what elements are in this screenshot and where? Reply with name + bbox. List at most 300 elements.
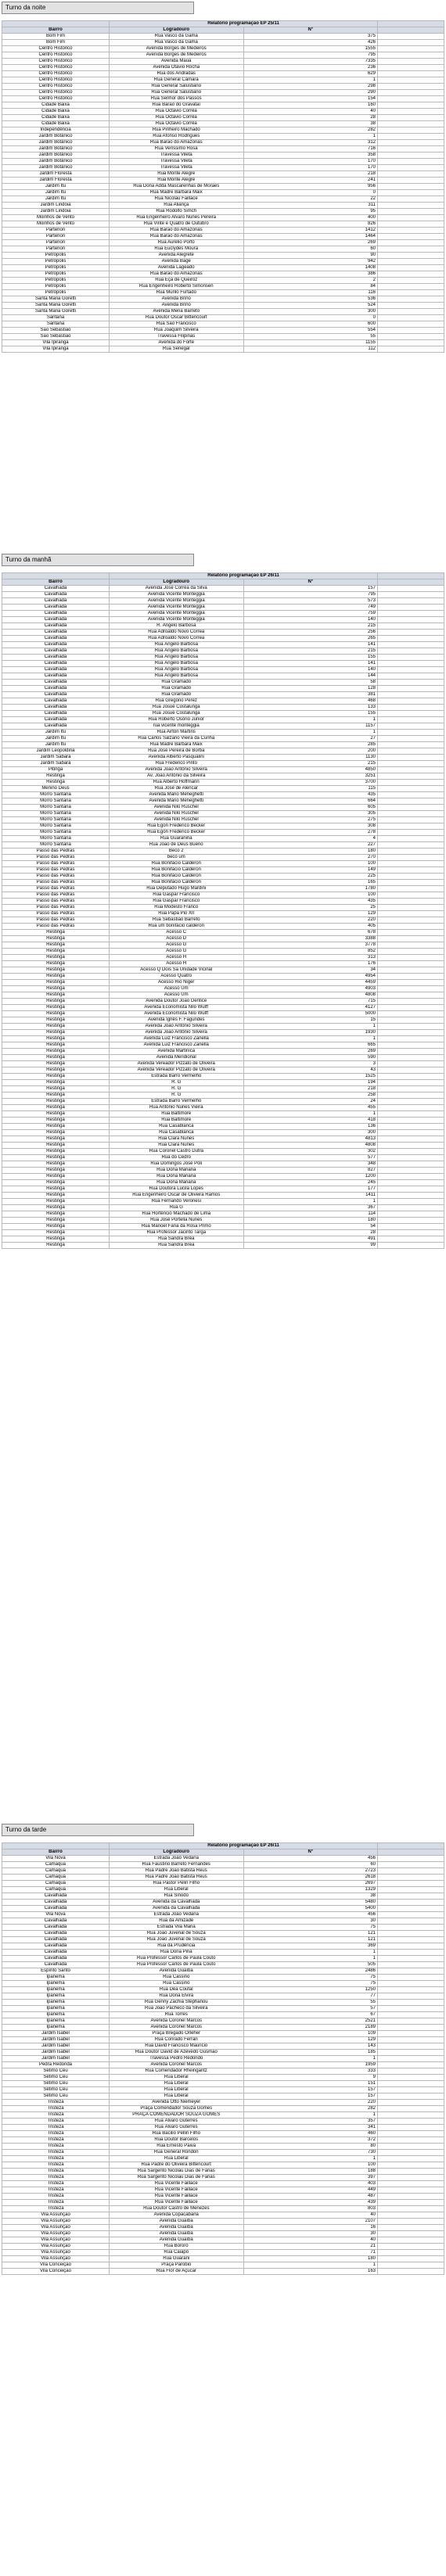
cell-empty (378, 1130, 444, 1136)
cell-bairro: Cavalhada (2, 1900, 110, 1906)
cell-logradouro: Rua Aliança (110, 203, 244, 209)
table-row (2, 2194, 444, 2200)
cell-empty (378, 611, 444, 617)
cell-numero: 34 (243, 967, 378, 974)
cell-logradouro: Rua dos Andradas (110, 71, 244, 77)
cell-logradouro: Rua Domingos José Poli (110, 1161, 244, 1168)
cell-numero: 58 (243, 680, 378, 686)
cell-bairro: Restinga (2, 1118, 110, 1124)
cell-numero: 136 (243, 1124, 378, 1130)
cell-numero: 290 (243, 90, 378, 96)
table-row (2, 874, 444, 880)
cell-empty (378, 309, 444, 315)
cell-numero: 1959 (243, 2062, 378, 2068)
section-turno-manha (2, 554, 444, 1249)
cell-numero: 3251 (243, 773, 378, 780)
cell-logradouro: Rua João Juvenal de Souza (110, 1931, 244, 1937)
table-row (2, 2250, 444, 2256)
cell-logradouro: Avenida da Cavalhada (110, 1906, 244, 1912)
cell-numero: 5480 (243, 1900, 378, 1906)
cell-empty (378, 1900, 444, 1906)
cell-numero: 0 (243, 190, 378, 196)
cell-numero: 40 (243, 109, 378, 115)
cell-empty (378, 767, 444, 773)
cell-bairro: Jardim Lindóia (2, 209, 110, 215)
cell-empty (378, 942, 444, 949)
cell-bairro: Petrópolis (2, 284, 110, 290)
cell-bairro: Morro Santana (2, 836, 110, 842)
cell-empty (378, 2156, 444, 2162)
cell-numero: 1464 (243, 234, 378, 240)
cell-logradouro: Avenida Coronel Marcos (110, 2018, 244, 2025)
cell-empty (378, 2119, 444, 2125)
cell-bairro: Petrópolis (2, 265, 110, 271)
table-row (2, 949, 444, 955)
cell-logradouro: Avenida Coronel Marcos (110, 2062, 244, 2068)
cell-bairro: Cavalhada (2, 1962, 110, 1968)
cell-bairro: Cavalhada (2, 648, 110, 655)
cell-bairro: Petrópolis (2, 259, 110, 265)
cell-numero: 16 (243, 2225, 378, 2231)
table-row (2, 1136, 444, 1143)
cell-numero: 460 (243, 2131, 378, 2137)
table-row (2, 1900, 444, 1906)
cell-logradouro: Rua Cassino (110, 1975, 244, 1981)
cell-numero: 590 (243, 1055, 378, 1061)
cell-empty (378, 842, 444, 849)
cell-logradouro: Rua Josué Costalunga (110, 705, 244, 711)
table-row (2, 2125, 444, 2131)
table-row (2, 296, 444, 303)
cell-logradouro: Avenida João Antônio Silveira (110, 767, 244, 773)
cell-numero: 536 (243, 296, 378, 303)
table-row (2, 184, 444, 190)
cell-empty (378, 46, 444, 52)
cell-empty (378, 2225, 444, 2231)
cell-logradouro: Rua Barão do Amazonas (110, 228, 244, 234)
cell-logradouro: Rua José Pereira de Borba (110, 748, 244, 755)
table-row (2, 1968, 444, 1975)
header-numero: Nº (243, 579, 378, 586)
cell-numero: 140 (243, 667, 378, 673)
cell-bairro: Restinga (2, 942, 110, 949)
cell-empty (378, 761, 444, 767)
cell-bairro: Passo das Pedras (2, 924, 110, 930)
cell-bairro: Menino Deus (2, 786, 110, 792)
cell-numero: 400 (243, 215, 378, 221)
cell-bairro: Espírito Santo (2, 1968, 110, 1975)
table-row (2, 2256, 444, 2262)
table-row (2, 2062, 444, 2068)
table-row (2, 1943, 444, 1950)
cell-bairro: Centro Histórico (2, 90, 110, 96)
cell-empty (378, 178, 444, 184)
cell-numero: 4903 (243, 986, 378, 992)
cell-bairro: Restinga (2, 1017, 110, 1024)
cell-numero: 220 (243, 2100, 378, 2106)
cell-bairro: Passo das Pedras (2, 905, 110, 911)
table-row (2, 2131, 444, 2137)
cell-bairro: Camaquã (2, 1868, 110, 1875)
report-title: Relatório programação EP 25/11 (110, 21, 378, 27)
cell-logradouro: Rua Alberto Hoffmann (110, 780, 244, 786)
cell-logradouro: Estrada Vila Maria (110, 1925, 244, 1931)
cell-logradouro: Acesso Rio Niger (110, 980, 244, 986)
table-row (2, 134, 444, 140)
cell-empty (378, 2237, 444, 2244)
cell-bairro: Ipanema (2, 2025, 110, 2031)
cell-logradouro: Rua Modesto Franco (110, 905, 244, 911)
table-row (2, 899, 444, 905)
cell-numero: 185 (243, 2050, 378, 2056)
cell-empty (378, 1962, 444, 1968)
cell-logradouro: Rua da Amizade (110, 1918, 244, 1925)
table-row (2, 340, 444, 346)
cell-bairro: Sétimo Céu (2, 2081, 110, 2087)
cell-numero: 2 (243, 278, 378, 284)
cell-empty (378, 2231, 444, 2237)
cell-empty (378, 730, 444, 736)
cell-bairro: Restinga (2, 1024, 110, 1030)
cell-logradouro: Avenida Guaíba (110, 2231, 244, 2237)
cell-bairro: Centro Histórico (2, 71, 110, 77)
cell-logradouro: Rua G (110, 1205, 244, 1211)
cell-bairro: Sétimo Céu (2, 2068, 110, 2075)
table-row (2, 1981, 444, 1987)
cell-bairro: Morro Santana (2, 817, 110, 823)
cell-numero: 1780 (243, 886, 378, 892)
table-row (2, 321, 444, 328)
table-row (2, 215, 444, 221)
cell-bairro: Tristeza (2, 2206, 110, 2212)
table-row (2, 798, 444, 805)
cell-logradouro: Rua Álvaro Guterres (110, 2119, 244, 2125)
cell-logradouro: Avenida Alberto Pasqualini (110, 755, 244, 761)
cell-logradouro: Rua Bacilio Pellin Filho (110, 2131, 244, 2137)
cell-empty (378, 1243, 444, 1249)
table-row (2, 2231, 444, 2237)
cell-logradouro: R. G (110, 1080, 244, 1086)
cell-logradouro: Rua do Cedro (110, 1155, 244, 1161)
table-row (2, 2181, 444, 2187)
cell-bairro: Restinga (2, 974, 110, 980)
cell-numero: 439 (243, 2200, 378, 2206)
cell-logradouro: Avenida Vicente Monteggia (110, 611, 244, 617)
cell-empty (378, 1987, 444, 1993)
cell-numero: 129 (243, 2037, 378, 2043)
cell-logradouro: Rua General Salustiano (110, 90, 244, 96)
cell-numero: 55 (243, 334, 378, 340)
cell-logradouro: Rua Madre Bárbara Maix (110, 190, 244, 196)
table-row (2, 2144, 444, 2150)
header-logradouro: Logradouro (110, 27, 244, 34)
cell-logradouro: Rua Ângelo Barbosa (110, 667, 244, 673)
cell-empty (378, 961, 444, 967)
cell-logradouro: Rua Vasco da Gama (110, 40, 244, 46)
table-row (2, 290, 444, 296)
cell-numero: 170 (243, 159, 378, 165)
table-row (2, 284, 444, 290)
table-row (2, 1024, 444, 1030)
cell-numero: 1 (243, 1956, 378, 1962)
table-row (2, 1937, 444, 1943)
cell-bairro: Cavalhada (2, 1956, 110, 1962)
cell-bairro: Restinga (2, 1080, 110, 1086)
cell-bairro: Tristeza (2, 2175, 110, 2181)
cell-numero: 308 (243, 823, 378, 830)
cell-numero: 5000 (243, 1011, 378, 1017)
cell-empty (378, 1862, 444, 1868)
cell-logradouro: Rua Álvaro Guterres (110, 2125, 244, 2131)
cell-logradouro: Avenida Nilo Ruschel (110, 805, 244, 811)
cell-empty (378, 1099, 444, 1105)
cell-bairro: São Sebastião (2, 328, 110, 334)
cell-bairro: Vila Ipiranga (2, 346, 110, 353)
cell-empty (378, 1161, 444, 1168)
cell-numero: 455 (243, 1105, 378, 1111)
cell-logradouro: Acesso Q Dois Sa Unidade Vicinal (110, 967, 244, 974)
table-row (2, 1005, 444, 1011)
cell-numero: 40 (243, 2237, 378, 2244)
cell-empty (378, 886, 444, 892)
cell-empty (378, 1205, 444, 1211)
cell-numero: 1130 (243, 755, 378, 761)
cell-logradouro: Praça Bregado Orleher (110, 2031, 244, 2037)
cell-empty (378, 190, 444, 196)
cell-empty (378, 698, 444, 705)
cell-numero: 2107 (243, 2219, 378, 2225)
cell-bairro: Cidade Baixa (2, 102, 110, 109)
cell-empty (378, 290, 444, 296)
table-row (2, 1230, 444, 1236)
cell-logradouro: Avenida Mário Meneghetti (110, 798, 244, 805)
cell-numero: 435 (243, 899, 378, 905)
cell-empty (378, 723, 444, 730)
cell-bairro: Ipanema (2, 1975, 110, 1981)
cell-empty (378, 1143, 444, 1149)
cell-numero: 180 (243, 1218, 378, 1224)
table-row (2, 1211, 444, 1218)
table-row (2, 2081, 444, 2087)
table-row (2, 1856, 444, 1862)
cell-empty (378, 711, 444, 717)
cell-numero: 177 (243, 1186, 378, 1193)
cell-empty (378, 59, 444, 65)
cell-numero: 852 (243, 949, 378, 955)
table-row (2, 986, 444, 992)
cell-empty (378, 867, 444, 874)
report-title-row (2, 1843, 444, 1849)
table-row (2, 992, 444, 999)
cell-empty (378, 1230, 444, 1236)
table-row (2, 742, 444, 748)
cell-empty (378, 667, 444, 673)
cell-empty (378, 717, 444, 723)
table-row (2, 346, 444, 353)
table-row (2, 40, 444, 46)
table-row (2, 2162, 444, 2169)
cell-numero: 573 (243, 598, 378, 605)
cell-logradouro: Rua Liberal (110, 2087, 244, 2093)
cell-empty (378, 2131, 444, 2137)
table-row (2, 1881, 444, 1887)
cell-bairro: Restinga (2, 1061, 110, 1067)
table-row (2, 1875, 444, 1881)
cell-numero: 160 (243, 102, 378, 109)
cell-logradouro: Avenida José Corrêa da Silva (110, 586, 244, 592)
cell-empty (378, 1174, 444, 1180)
cell-numero: 300 (243, 309, 378, 315)
cell-bairro: Petrópolis (2, 271, 110, 278)
cell-logradouro: Rua Afonso Rodrigues (110, 134, 244, 140)
cell-empty (378, 2081, 444, 2087)
cell-logradouro: Rua José Portella Nunes (110, 1218, 244, 1224)
cell-numero: 100 (243, 892, 378, 899)
cell-logradouro: Avenida Coronel Marcos (110, 2025, 244, 2031)
cell-numero: 759 (243, 611, 378, 617)
cell-empty (378, 2093, 444, 2100)
table-row (2, 1887, 444, 1893)
cell-bairro: Restinga (2, 1005, 110, 1011)
cell-logradouro: Rua Manoel Faria da Rosa Primo (110, 1224, 244, 1230)
cell-empty (378, 2137, 444, 2144)
cell-empty (378, 2075, 444, 2081)
cell-bairro: Passo das Pedras (2, 892, 110, 899)
cell-logradouro: Avenida Luiz Francisco Zanella (110, 1036, 244, 1042)
cell-empty (378, 605, 444, 611)
table-row (2, 648, 444, 655)
cell-bairro: Cavalhada (2, 586, 110, 592)
cell-logradouro: Rua Liberal (110, 2075, 244, 2081)
header-bairro: Bairro (2, 27, 110, 34)
cell-bairro: Camaquã (2, 1887, 110, 1893)
cell-empty (378, 905, 444, 911)
table-row (2, 1868, 444, 1875)
cell-numero: 357 (243, 2119, 378, 2125)
cell-logradouro: Acesso Um (110, 986, 244, 992)
cell-logradouro: Rua Dona Elvira (110, 1993, 244, 2000)
cell-logradouro: Rua Monte Alegre (110, 171, 244, 178)
cell-logradouro: Rua Octávio Corrêa (110, 115, 244, 121)
cell-logradouro: Rua Papa Pio XII (110, 911, 244, 917)
cell-numero: 90 (243, 253, 378, 259)
table-row (2, 1950, 444, 1956)
cell-bairro: Tristeza (2, 2144, 110, 2150)
cell-bairro: Cavalhada (2, 711, 110, 717)
cell-empty (378, 930, 444, 936)
cell-logradouro: Avenida da Cavalhada (110, 1900, 244, 1906)
table-row (2, 1174, 444, 1180)
cell-bairro: Cavalhada (2, 1937, 110, 1943)
cell-logradouro: Avenida Mauá (110, 59, 244, 65)
table-row (2, 1099, 444, 1105)
cell-bairro: Cidade Baixa (2, 109, 110, 115)
cell-logradouro: Rua Eça de Queiroz (110, 278, 244, 284)
cell-bairro: Camaquã (2, 1881, 110, 1887)
cell-logradouro: Avenida Lageado (110, 265, 244, 271)
cell-numero: 270 (243, 855, 378, 861)
table-row (2, 680, 444, 686)
cell-logradouro: Rua Padre do Oliveira Bittencourt (110, 2162, 244, 2169)
table-row (2, 1218, 444, 1224)
table-row (2, 1224, 444, 1230)
cell-bairro: Restinga (2, 1130, 110, 1136)
table-row (2, 823, 444, 830)
cell-logradouro: Rua Joaquim Silveira (110, 328, 244, 334)
table-row (2, 767, 444, 773)
cell-empty (378, 1943, 444, 1950)
cell-numero: 269 (243, 1049, 378, 1055)
cell-logradouro: Rua Clara Nunes (110, 1143, 244, 1149)
table-row (2, 1199, 444, 1205)
cell-logradouro: Rua Veríssimo Rosa (110, 146, 244, 152)
table-row (2, 1049, 444, 1055)
cell-bairro: Vila Ipiranga (2, 340, 110, 346)
cell-bairro: Passo das Pedras (2, 880, 110, 886)
cell-numero: 554 (243, 328, 378, 334)
cell-logradouro: beco um (110, 855, 244, 861)
cell-numero: 4808 (243, 1143, 378, 1149)
cell-bairro: Tristeza (2, 2125, 110, 2131)
cell-numero: 487 (243, 2194, 378, 2200)
table-row (2, 96, 444, 102)
cell-logradouro: Rua Dona Mariana (110, 1168, 244, 1174)
cell-bairro: Passo das Pedras (2, 855, 110, 861)
table-row (2, 2269, 444, 2275)
cell-bairro: Cavalhada (2, 605, 110, 611)
cell-logradouro: Rua Roberto Osório Júnior (110, 717, 244, 723)
cell-empty (378, 2062, 444, 2068)
table-row (2, 1086, 444, 1092)
cell-bairro: Restinga (2, 1086, 110, 1092)
cell-bairro: Santa Maria Goretti (2, 309, 110, 315)
cell-bairro: Restinga (2, 1180, 110, 1186)
cell-numero: 22 (243, 196, 378, 203)
cell-logradouro: Rua Comendador Rheingantz (110, 2068, 244, 2075)
cell-numero: 678 (243, 930, 378, 936)
cell-bairro: Restinga (2, 1186, 110, 1193)
cell-bairro: Restinga (2, 949, 110, 955)
cell-logradouro: Avenida Vicente Monteggia (110, 605, 244, 611)
cell-numero: 1 (243, 134, 378, 140)
cell-logradouro: Rua Vicente Faillace (110, 2200, 244, 2206)
cell-logradouro: Av. João Antônio da Silveira (110, 773, 244, 780)
cell-logradouro: Acesso Um (110, 992, 244, 999)
table-row (2, 1030, 444, 1036)
cell-logradouro: Rua Baltimore (110, 1111, 244, 1118)
cell-bairro: Restinga (2, 1124, 110, 1130)
cell-empty (378, 334, 444, 340)
cell-empty (378, 1875, 444, 1881)
cell-numero: 4954 (243, 974, 378, 980)
cell-logradouro: Rua Ângelo Barbosa (110, 642, 244, 648)
cell-logradouro: Avenida Mário Meneghetti (110, 792, 244, 798)
table-row (2, 723, 444, 730)
cell-logradouro: Rua da Prudência (110, 1943, 244, 1950)
table-row (2, 1143, 444, 1149)
cell-numero: 300 (243, 1130, 378, 1136)
cell-numero: 456 (243, 1856, 378, 1862)
table-row (2, 240, 444, 246)
cell-bairro: Jardim Isabel (2, 2050, 110, 2056)
cell-numero: 269 (243, 240, 378, 246)
cell-bairro: Cavalhada (2, 686, 110, 692)
cell-logradouro: Avenida Vicente Monteggia (110, 592, 244, 598)
cell-empty (378, 861, 444, 867)
cell-numero: 4808 (243, 992, 378, 999)
cell-bairro: Jardim Isabel (2, 2037, 110, 2043)
cell-logradouro: Rua David Francisco Mauricio (110, 2043, 244, 2050)
